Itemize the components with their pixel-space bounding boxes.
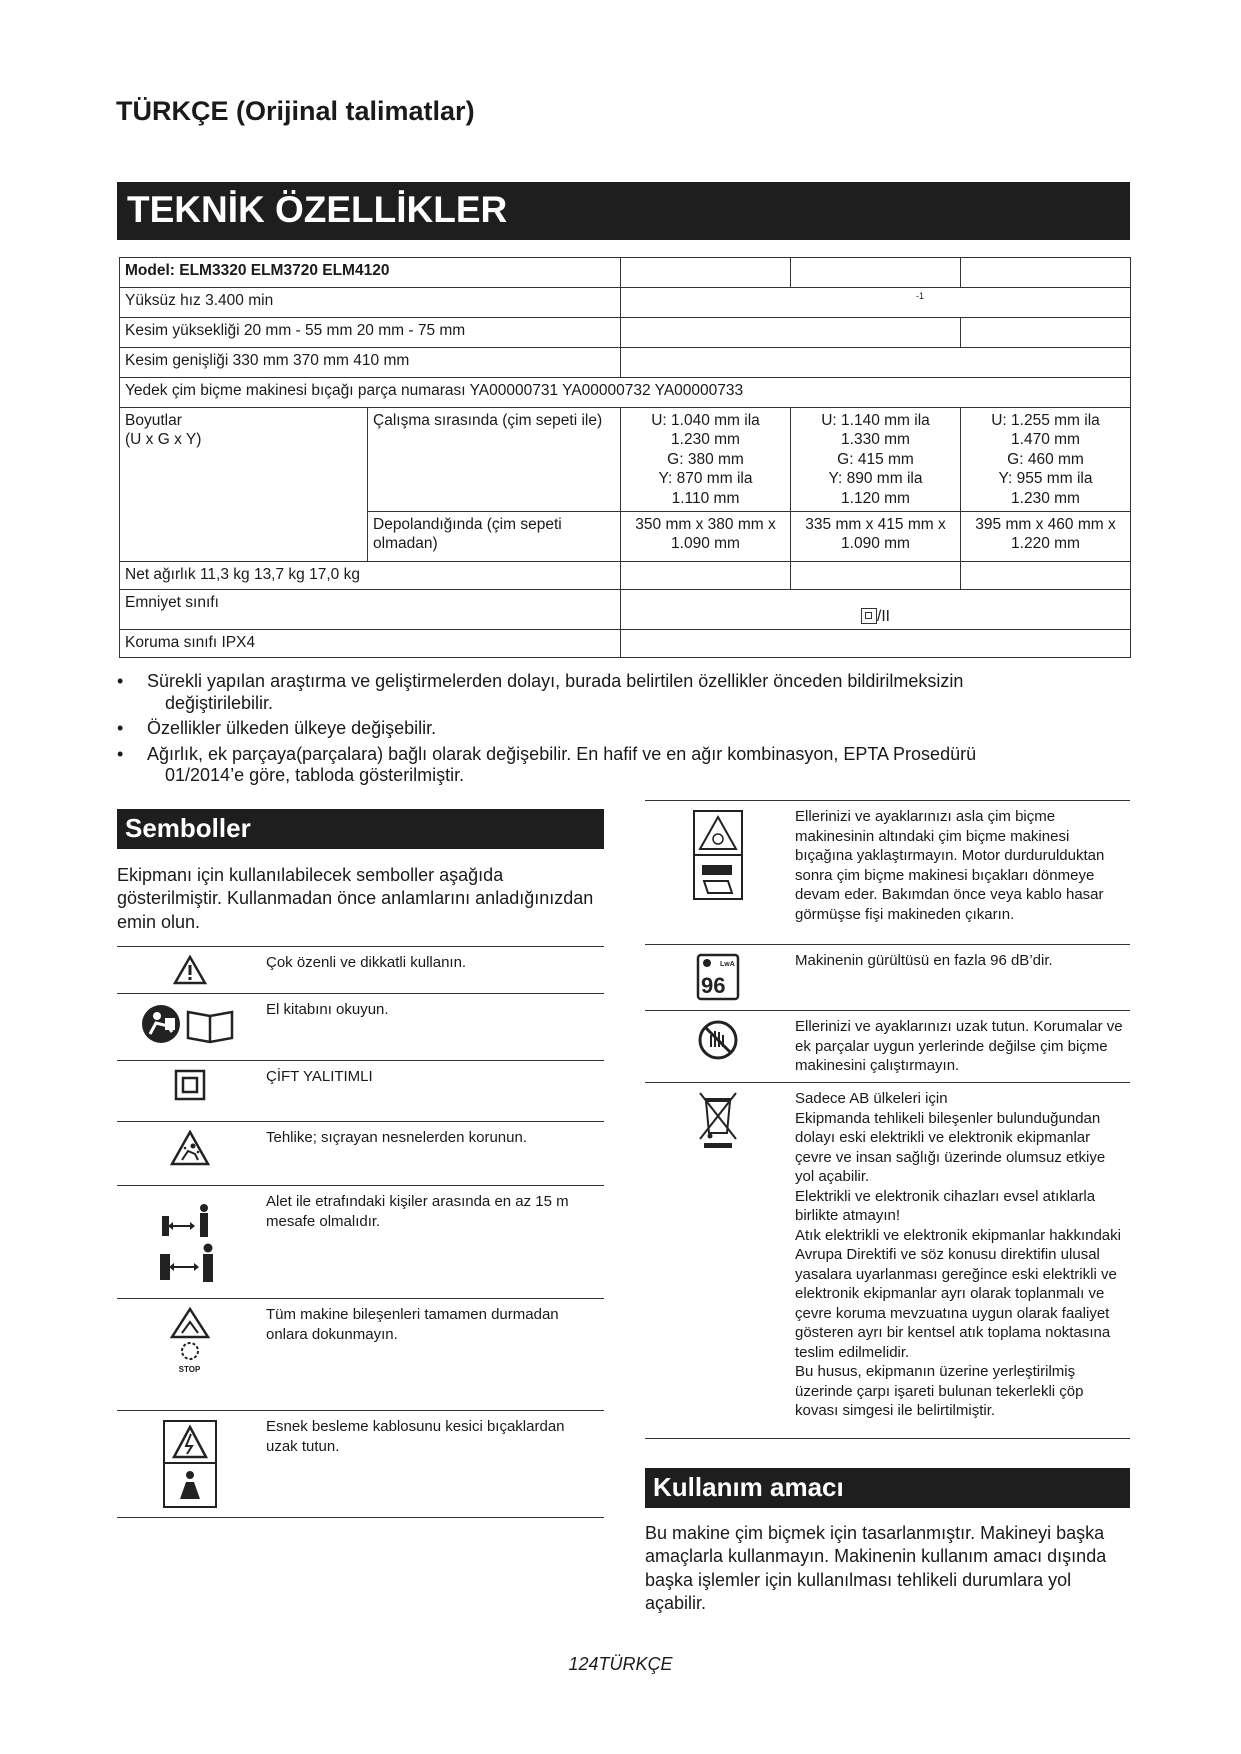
symbols-table-right <box>645 800 1130 1439</box>
symbol-description: Ellerinizi ve ayaklarınızı uzak tutun. Korumalar ve ek parçalar uygun yerlerinde değilse çim biçme makinesini çalıştırmayın. <box>791 1011 1130 1083</box>
symbol-description: Tehlike; sıçrayan nesnelerden korunun. <box>262 1122 604 1186</box>
noise-value: 96 <box>701 973 726 998</box>
storage-value: 395 mm x 460 mm x 1.220 mm <box>961 511 1131 561</box>
symbol-description: Alet ile etrafındaki kişiler arasında en az 15 m mesafe olmalıdır. <box>262 1186 604 1299</box>
symbol-description: Makinenin gürültüsü en fazla 96 dB’dir. <box>791 945 1130 1011</box>
storage-value: 335 mm x 415 mm x 1.090 mm <box>791 511 961 561</box>
double-insulation-icon <box>174 1069 206 1101</box>
operating-value: U: 1.140 mm ila 1.330 mm G: 415 mm Y: 890 mm ila 1.120 mm <box>791 408 961 512</box>
rotating-blade-stop-icon <box>168 1307 212 1363</box>
intended-use-text: Bu makine çim biçmek için tasarlanmıştır. Makineyi başka amaçlarla kullanmayın. Makinenin kullanım amacı dışında başka işlemler için kullanılması tehlikeli durumlara yol açabilir. <box>645 1523 1107 1614</box>
symbols-heading: Semboller <box>117 809 604 849</box>
cutting-height: Kesim yüksekliği 20 mm - 55 mm 20 mm - 75 mm <box>120 318 621 348</box>
cutting-width: Kesim genişliği 330 mm 370 mm 410 mm <box>120 348 621 378</box>
blade-part-number: Yedek çim biçme makinesi bıçağı parça numarası YA00000731 YA00000732 YA00000733 <box>120 378 1131 408</box>
cable-blade-warning-icon <box>162 1419 218 1509</box>
note-item: • Ağırlık, ek parçaya(parçalara) bağlı olarak değişebilir. En hafif ve en ağır kombinasyon, EPTA Prosedürü 01/2014’e göre, tabloda gösterilmiştir. <box>117 744 1077 787</box>
note-item: • Özellikler ülkeden ülkeye değişebilir. <box>117 718 1077 740</box>
symbol-description: El kitabını okuyun. <box>262 994 604 1061</box>
storage-label: Depolandığında (çim sepeti olmadan) <box>368 511 621 561</box>
noise-unit: LwA <box>720 961 735 968</box>
protection-class: Koruma sınıfı IPX4 <box>120 629 621 657</box>
symbol-description: Sadece AB ülkeleri için Ekipmanda tehlikeli bileşenler bulunduğundan dolayı eski elektrikli ve elektronik ekipmanlar çevre ve insan sağlığı üzerinde olumsuz etkiye yol açabilir. Elektrikli ve elektronik cihazları evsel atıklarla birlikte atmayın! Atık elektrikli ve elektronik ekipmanlar hakkındaki Avrupa Direktifi ve söz konusu direktifin ulusal yasalara uyarlanması gereğince eski elektrikli ve elektronik ekipmanlar ayrı olarak toplanmalı ve çevre koruma mevzuatına uygun olarak faaliyet gösteren ayrı bir kentsel atık toplama noktasına teslim edilmelidir. Bu husus, ekipmanın üzerine yerleştirilmiş üzerinde çarpı işareti bulunan tekerlekli çöp kovası simgesi ile belirtilmiştir. <box>791 1083 1130 1439</box>
net-weight: Net ağırlık 11,3 kg 13,7 kg 17,0 kg <box>120 561 621 589</box>
warning-triangle-icon <box>173 955 207 985</box>
weee-bin-icon <box>696 1091 740 1149</box>
model-row: Model: ELM3320 ELM3720 ELM4120 <box>120 258 621 288</box>
page-footer: 124TÜRKÇE <box>568 1654 673 1674</box>
operating-value: U: 1.255 mm ila 1.470 mm G: 460 mm Y: 955 mm ila 1.230 mm <box>961 408 1131 512</box>
storage-value: 350 mm x 380 mm x 1.090 mm <box>621 511 791 561</box>
symbols-intro: Ekipmanı için kullanılabilecek semboller aşağıda gösterilmiştir. Kullanmadan önce anlamlarını anladığınızdan emin olun. <box>117 865 594 932</box>
operating-value: U: 1.040 mm ila 1.230 mm G: 380 mm Y: 870 mm ila 1.110 mm <box>621 408 791 512</box>
thrown-objects-icon <box>170 1130 210 1166</box>
symbol-description: Çok özenli ve dikkatli kullanın. <box>262 947 604 994</box>
language-title: TÜRKÇE (Orijinal talimatlar) <box>116 96 475 126</box>
symbol-description: Ellerinizi ve ayaklarınızı asla çim biçme makinesinin altındaki çim biçme makinesi bıçağına yaklaştırmayın. Motor durdurulduktan sonra çim biçme makinesi bıçakları dönmeye devam eder. Bakımdan önce veya kablo hasar görmüşse fişi makineden çıkarın. <box>791 801 1130 945</box>
no-load-speed: Yüksüz hız 3.400 min <box>120 288 621 318</box>
bystander-distance-icon <box>154 1194 226 1290</box>
noise-level-icon <box>696 953 740 1001</box>
symbol-description: Tüm makine bileşenleri tamamen durmadan onlara dokunmayın. <box>262 1299 604 1411</box>
hands-feet-blade-icon <box>692 809 744 901</box>
stop-label: STOP <box>178 1365 201 1374</box>
symbols-table-left <box>117 946 604 1518</box>
intended-use-heading: Kullanım amacı <box>645 1468 1130 1508</box>
safety-class-label: Emniyet sınıfı <box>120 589 621 629</box>
note-item: • Sürekli yapılan araştırma ve geliştirmelerden dolayı, burada belirtilen özellikler önceden bildirilmeksizin değiştirilebilir. <box>117 671 1077 714</box>
dimensions-label: Boyutlar (U x G x Y) <box>120 408 368 562</box>
spec-notes <box>117 671 1077 791</box>
double-insulation-icon <box>861 608 877 624</box>
keep-hands-away-icon <box>697 1019 739 1061</box>
operating-label: Çalışma sırasında (çim sepeti ile) <box>368 408 621 512</box>
read-manual-icon <box>140 1002 240 1046</box>
safety-class-value: /II <box>877 607 890 625</box>
rpm-superscript: -1 <box>916 291 925 301</box>
symbol-description: ÇİFT YALITIMLI <box>262 1061 604 1122</box>
symbol-description: Esnek besleme kablosunu kesici bıçaklardan uzak tutun. <box>262 1411 604 1518</box>
specifications-table <box>119 257 1131 658</box>
specifications-heading: TEKNİK ÖZELLİKLER <box>117 182 1130 240</box>
